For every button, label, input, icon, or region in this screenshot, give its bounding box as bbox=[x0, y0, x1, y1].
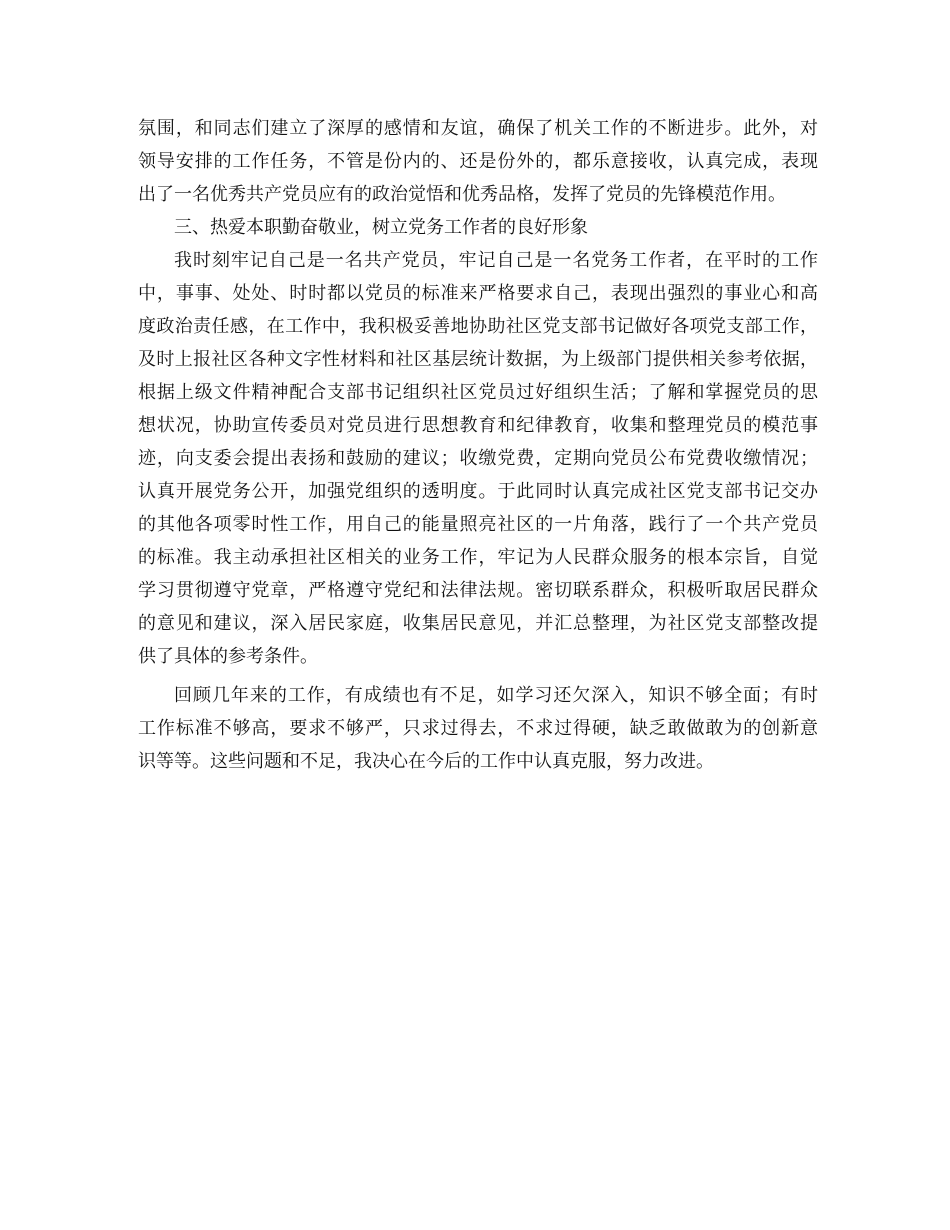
text-line: 出了一名优秀共产党员应有的政治觉悟和优秀品格，发挥了党员的先锋模范作用。 bbox=[138, 184, 786, 205]
text-line: 中，事事、处处、时时都以党员的标准来严格要求自己，表现出强烈的事业心和高 bbox=[138, 283, 818, 304]
text-line: 度政治责任感，在工作中，我积极妥善地协助社区党支部书记做好各项党支部工作， bbox=[138, 316, 818, 337]
text-line: 我时刻牢记自己是一名共产党员，牢记自己是一名党务工作者，在平时的工作 bbox=[174, 250, 818, 271]
text-line: 识等等。这些问题和不足，我决心在今后的工作中认真克服，努力改进。 bbox=[138, 751, 714, 772]
text-line: 供了具体的参考条件。 bbox=[138, 646, 318, 667]
text-line: 及时上报社区各种文字性材料和社区基层统计数据，为上级部门提供相关参考依据， bbox=[138, 349, 818, 370]
paragraph-body bbox=[138, 244, 818, 673]
text-line: 根据上级文件精神配合支部书记组织社区党员过好组织生活；了解和掌握党员的思 bbox=[138, 382, 818, 403]
text-line: 回顾几年来的工作，有成绩也有不足，如学习还欠深入，知识不够全面；有时 bbox=[174, 685, 818, 706]
text-line: 学习贯彻遵守党章，严格遵守党纪和法律法规。密切联系群众，积极听取居民群众 bbox=[138, 580, 818, 601]
text-line: 氛围，和同志们建立了深厚的感情和友谊，确保了机关工作的不断进步。此外，对 bbox=[138, 118, 818, 139]
document-body bbox=[138, 112, 818, 778]
text-line: 的意见和建议，深入居民家庭，收集居民意见，并汇总整理，为社区党支部整改提 bbox=[138, 613, 818, 634]
text-line: 三、热爱本职勤奋敬业，树立党务工作者的良好形象 bbox=[174, 217, 588, 238]
text-line: 的其他各项零时性工作，用自己的能量照亮社区的一片角落，践行了一个共产党员 bbox=[138, 514, 818, 535]
text-line: 认真开展党务公开，加强党组织的透明度。于此同时认真完成社区党支部书记交办 bbox=[138, 481, 818, 502]
paragraph-body bbox=[138, 679, 818, 778]
text-line: 领导安排的工作任务，不管是份内的、还是份外的，都乐意接收，认真完成，表现 bbox=[138, 151, 818, 172]
text-line: 想状况，协助宣传委员对党员进行思想教育和纪律教育，收集和整理党员的模范事 bbox=[138, 415, 818, 436]
text-line: 迹，向支委会提出表扬和鼓励的建议；收缴党费，定期向党员公布党费收缴情况； bbox=[138, 448, 818, 469]
section-heading bbox=[138, 211, 818, 244]
text-line: 的标准。我主动承担社区相关的业务工作，牢记为人民群众服务的根本宗旨，自觉 bbox=[138, 547, 818, 568]
paragraph-continuation bbox=[138, 112, 818, 211]
text-line: 工作标准不够高，要求不够严，只求过得去，不求过得硬，缺乏敢做敢为的创新意 bbox=[138, 718, 818, 739]
